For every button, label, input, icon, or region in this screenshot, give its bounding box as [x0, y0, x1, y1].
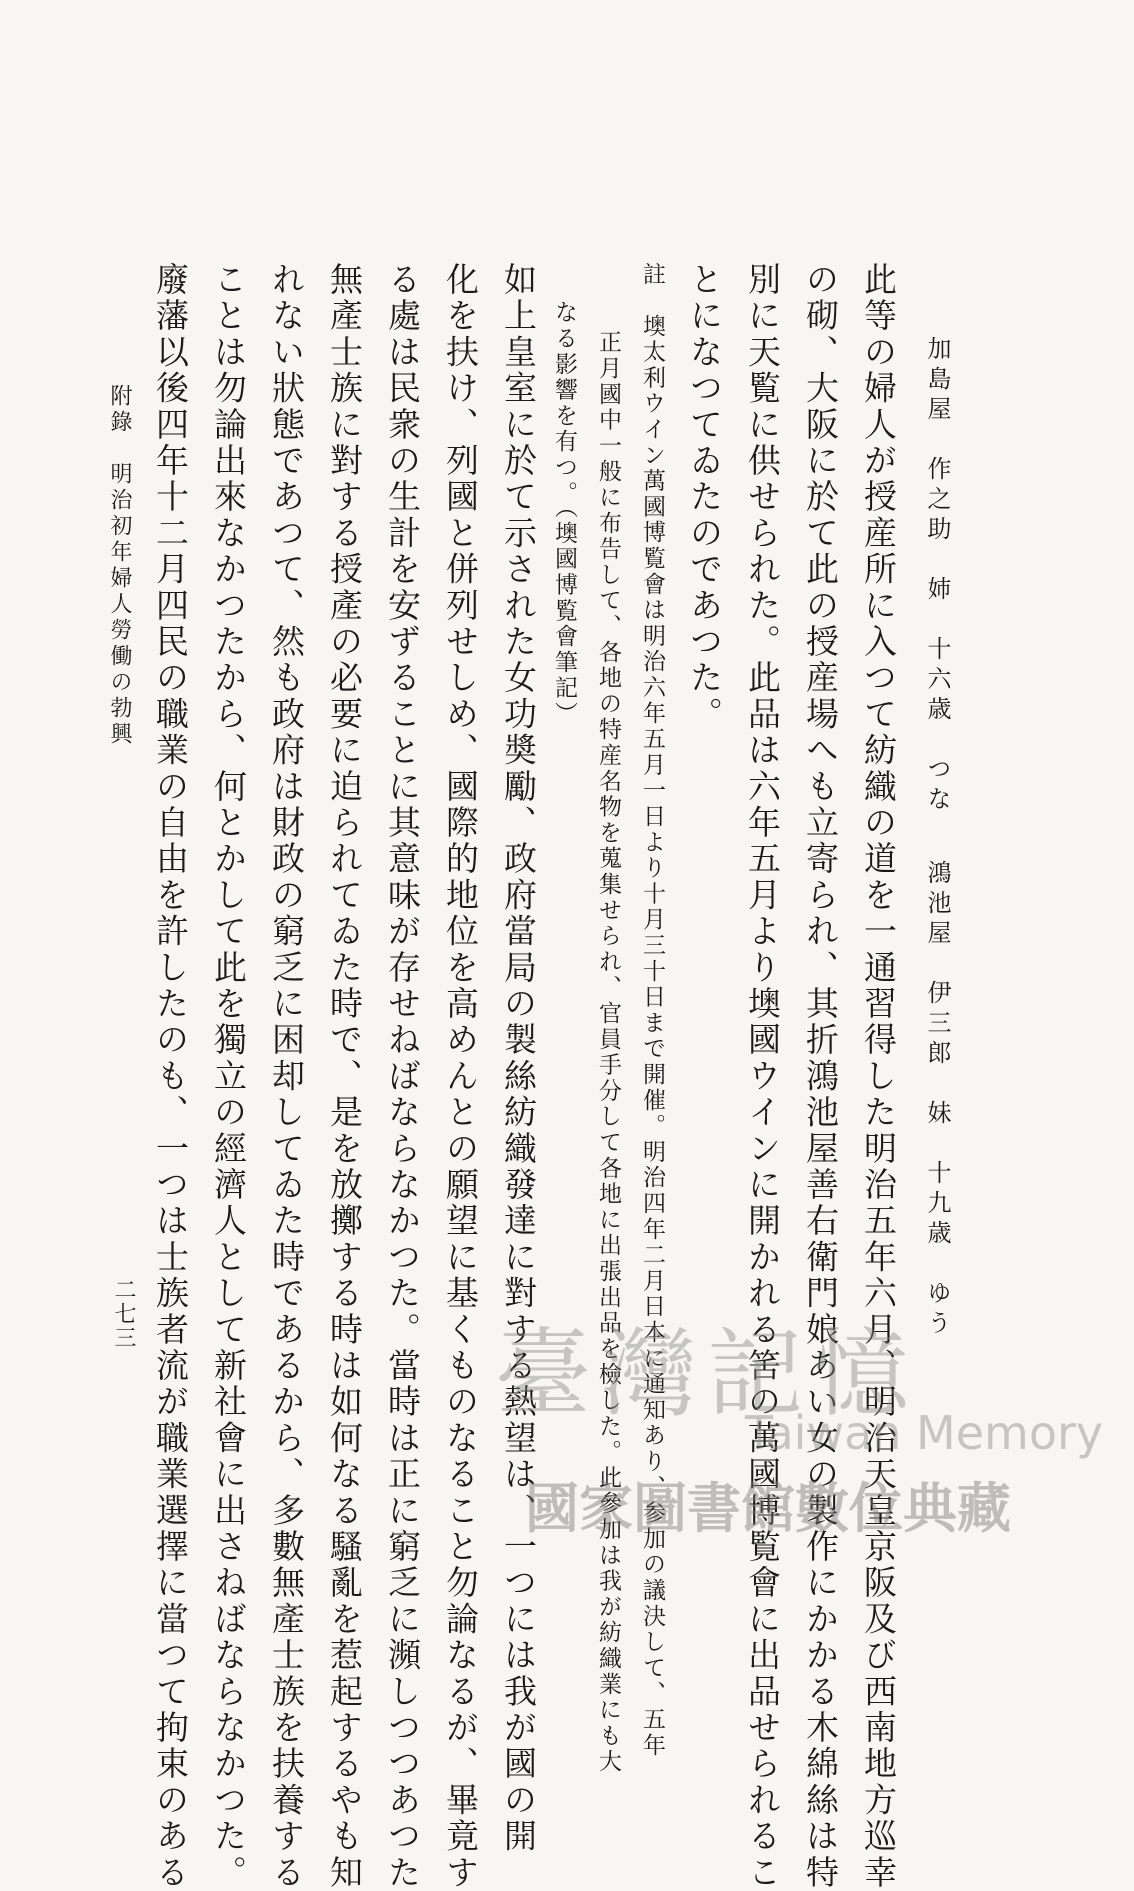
body-line: 化を扶け、列國と併列せしめ、國際的地位を高めんとの願望に基くものなること勿論なるが、畢竟す	[441, 262, 480, 1891]
body-line: 此等の婦人が授産所に入つて紡織の道を一通習得した明治五年六月、明治天皇京阪及び西南地方巡幸	[859, 262, 898, 1891]
watermark-english: Taiwan Memory	[745, 1406, 1104, 1460]
body-line: ことは勿論出來なかつたから、何とかして此を獨立の經濟人として新社會に出さねばならなかつた。	[209, 262, 248, 1891]
page-number: 二七三	[111, 1278, 136, 1350]
body-line: 如上皇室に於て示された女功奬勵、政府當局の製絲紡織發達に對する熱望は、一つには我が國の開	[499, 262, 538, 1855]
body-line: 無產士族に對する授產の必要に迫られてゐた時で、是を放擲する時は如何なる騷亂を惹起するやも知	[325, 262, 364, 1891]
body-line: 別に天覧に供せられた。此品は六年五月より墺國ウインに開かれる筈の萬國博覧會に出品せられるこ	[743, 262, 782, 1891]
footnote-line: 正月國中一般に布告して、各地の特産名物を蒐集せられ、官員手分して各地に出張出品を檢した。此參加は我が紡織業にも大	[595, 330, 621, 1775]
watermark-subtitle: 國家圖書館數位典藏	[525, 1477, 1011, 1540]
name-entry-kashimaya: 加島屋 作之助 姉 十六歳 つな	[923, 336, 951, 816]
footnote-line: 註 墺太利ウイン萬國博覧會は明治六年五月一日より十月三十日まで開催。明治四年二月日本に通知あり、参加の議決して、五年	[639, 262, 665, 1759]
footnote-line: なる影響を有つ。（墺國博覧會筆記）	[551, 300, 577, 728]
body-line: る處は民衆の生計を安ずることに其意味が存せねばならなかつた。當時は正に窮乏に瀕しつつあつた	[383, 262, 422, 1891]
name-entry-konoikeya: 鴻池屋 伊三郎 妹 十九歳 ゆう	[923, 860, 951, 1340]
running-head: 附錄 明治初年婦人勞働の勃興	[107, 384, 132, 748]
body-line: れない狀態であつて、然も政府は財政の窮乏に困却してゐた時であるから、多數無產士族を扶養する	[267, 262, 306, 1891]
watermark-title: 臺灣記憶	[495, 1318, 919, 1430]
watermark-logo	[495, 1298, 1104, 1540]
body-line: の砌、大阪に於て此の授産場へも立寄られ、其折鴻池屋善右衛門娘あい女の製作にかかる木綿絲は特	[801, 262, 840, 1891]
body-line: とになつてゐたのであつた。	[685, 262, 724, 733]
body-line: 廢藩以後四年十二月四民の職業の自由を許したのも、一つは士族者流が職業選擇に當つて拘束のある	[151, 262, 190, 1891]
